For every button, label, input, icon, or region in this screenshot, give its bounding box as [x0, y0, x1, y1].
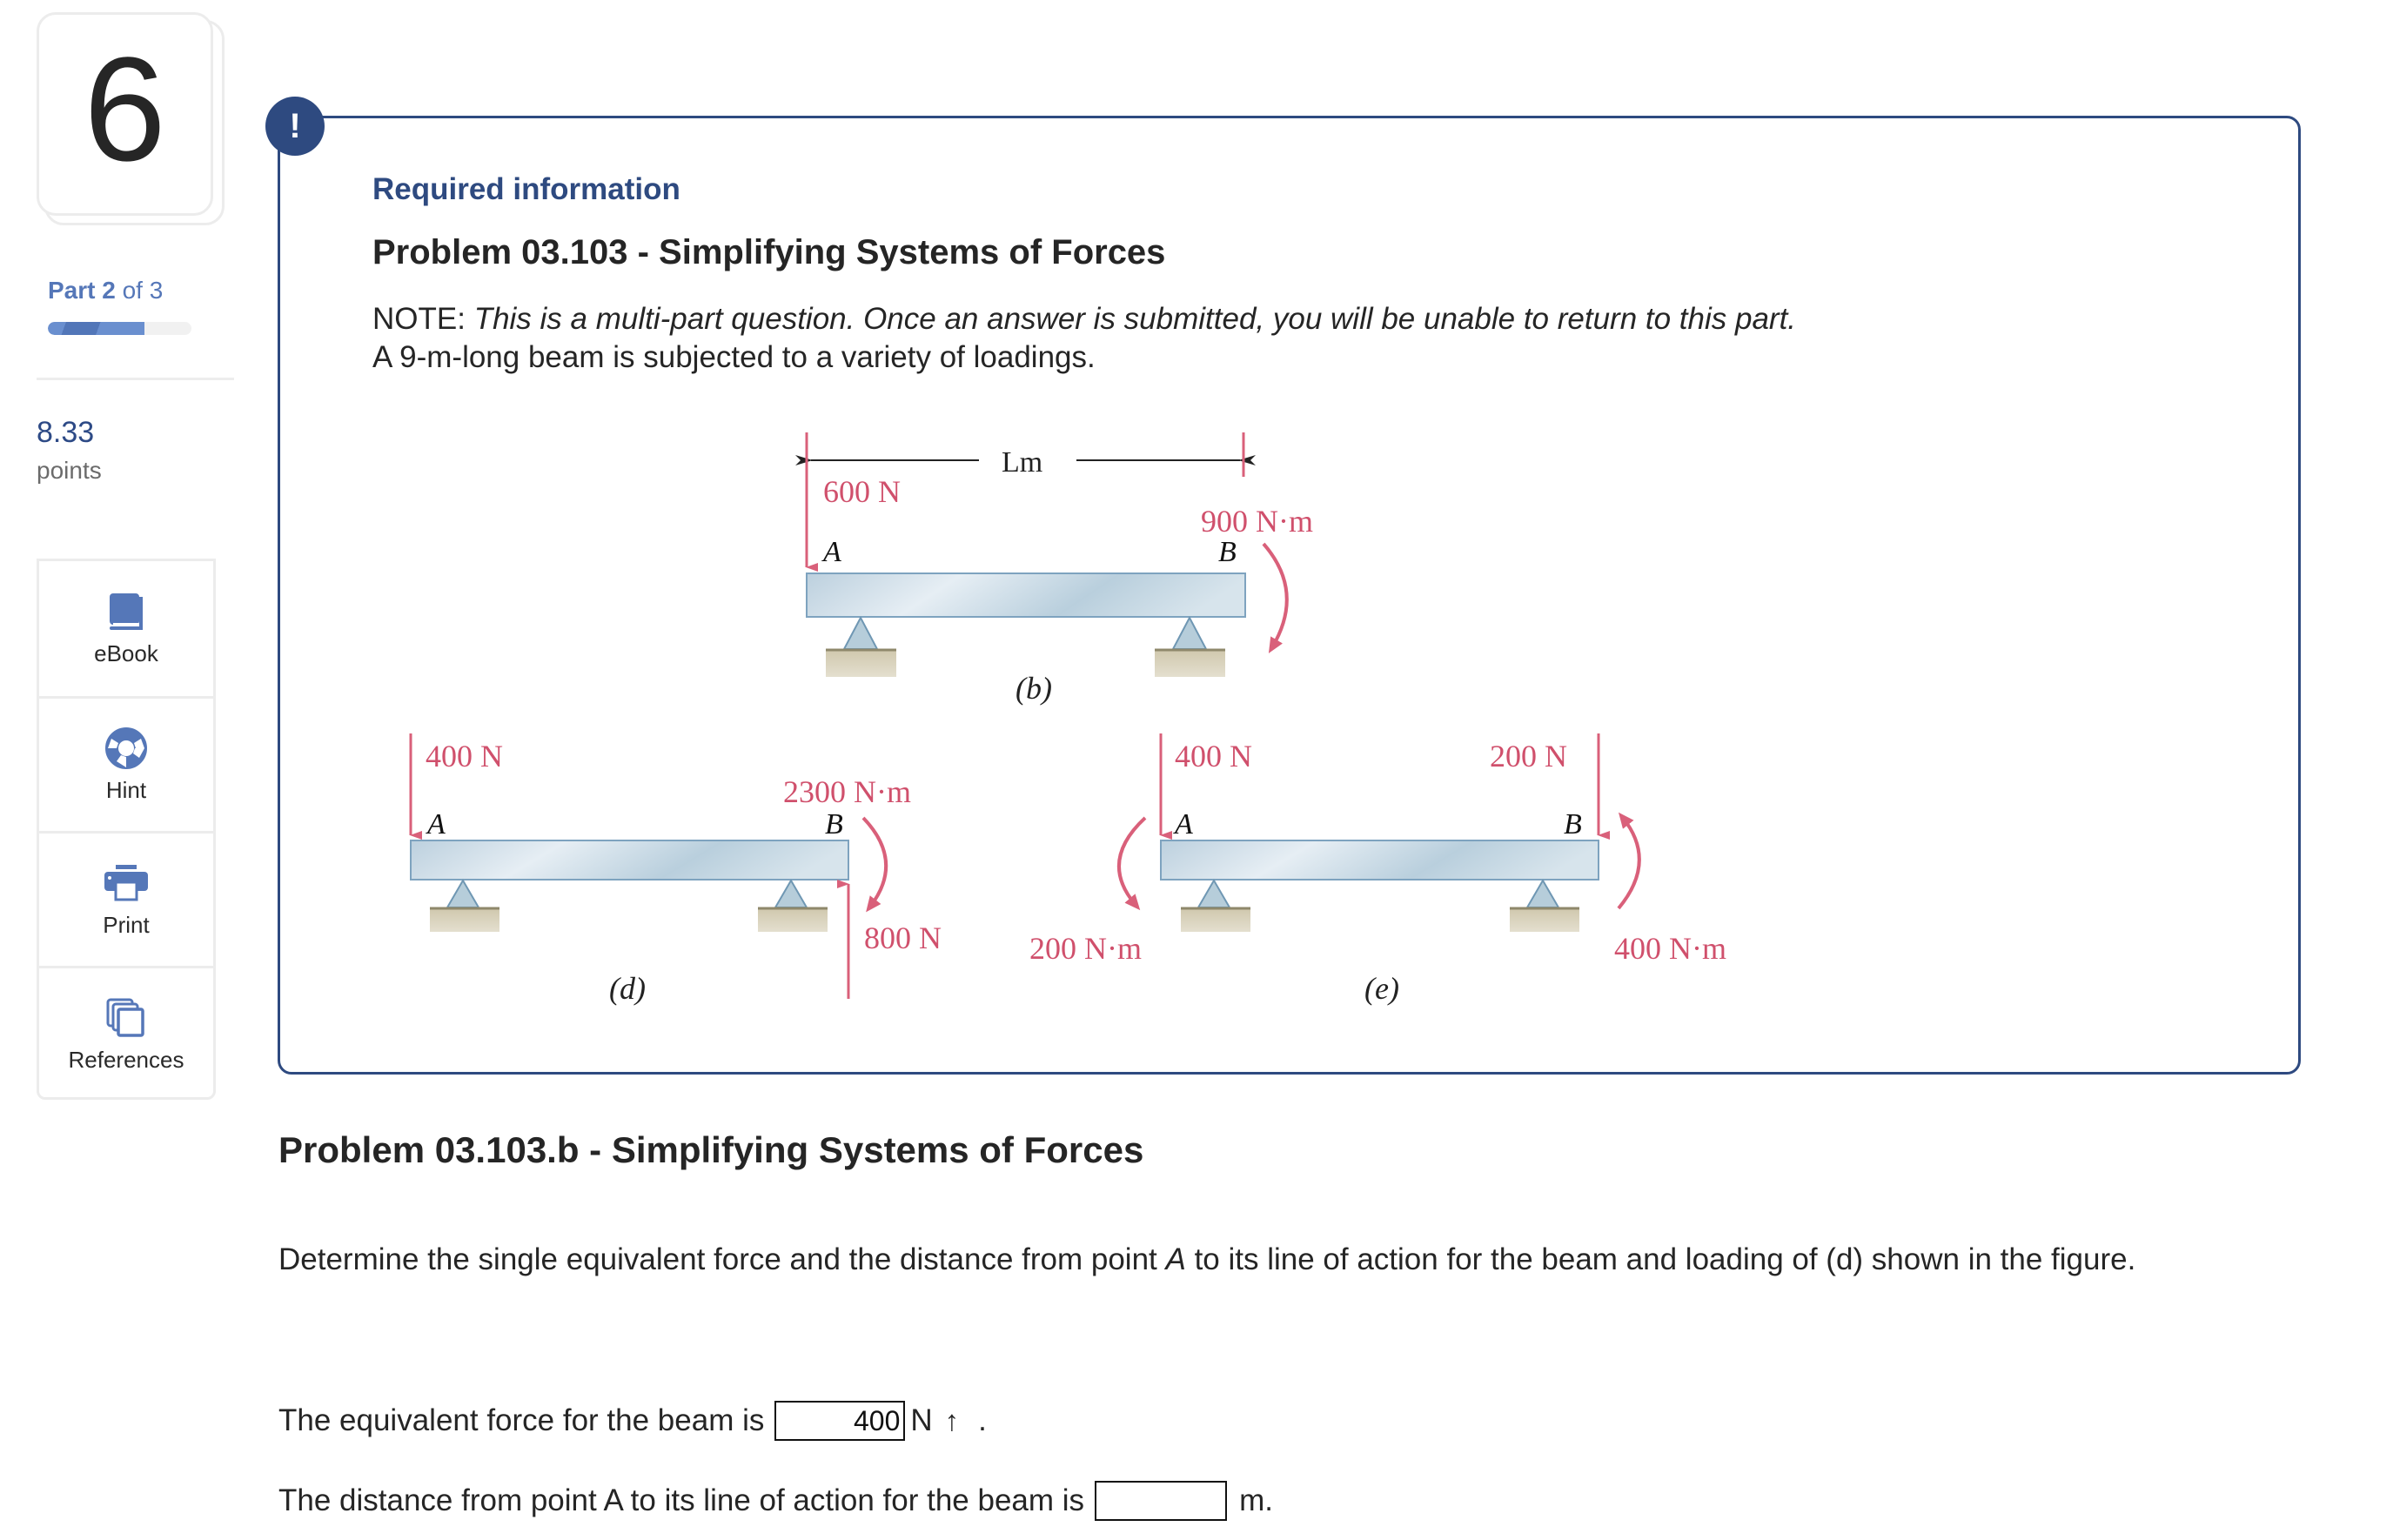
diagram-b: [807, 432, 1313, 706]
ebook-button[interactable]: [39, 561, 213, 696]
force-label-400: 400 N: [426, 739, 503, 773]
beam-loading-figure: [383, 418, 1810, 1044]
force-label-800: 800 N: [864, 921, 942, 955]
alert-icon: !: [265, 97, 325, 156]
sidebar-divider: [37, 378, 234, 380]
part-progress-fill: [48, 322, 144, 335]
problem-title: Problem 03.103 - Simplifying Systems of Forces: [372, 233, 1166, 271]
ebook-label: eBook: [94, 640, 158, 666]
part-current: 2: [102, 277, 116, 304]
references-label: References: [68, 1046, 184, 1073]
caption-b: (b): [1016, 671, 1052, 706]
moment-label-200-e: 200 N·m: [1029, 931, 1142, 966]
desc-after: to its line of action for the beam and loading of (d) shown in the figure.: [1185, 1242, 2136, 1276]
distance-input[interactable]: [1095, 1481, 1227, 1521]
required-info-heading: Required information: [372, 172, 680, 206]
answer-row-distance: [278, 1481, 1273, 1521]
question-card: [37, 12, 213, 216]
dimension-label: Lm: [1002, 446, 1043, 479]
note-label: NOTE:: [372, 302, 466, 336]
point-b-label: B: [1218, 536, 1237, 568]
part-progress-bar: [48, 322, 191, 335]
book-icon: [104, 590, 148, 633]
answer1-trailing: .: [978, 1403, 987, 1437]
point-b-label: B: [825, 808, 843, 840]
caption-d: (d): [609, 971, 646, 1006]
question-number: 6: [84, 27, 166, 192]
copies-icon: [104, 996, 148, 1040]
point-b-label: B: [1564, 808, 1582, 840]
point-a-label: A: [1175, 808, 1193, 840]
note: [372, 302, 1796, 337]
point-a-label: A: [427, 808, 446, 840]
part-indicator: [48, 277, 163, 305]
tool-panel: [37, 559, 216, 1100]
part-b-description: [278, 1240, 2306, 1279]
points-value: 8.33: [37, 416, 95, 449]
hint-label: Hint: [105, 776, 147, 803]
points-label: points: [37, 457, 102, 484]
point-a-label: A: [823, 536, 841, 568]
equivalent-force-input[interactable]: [774, 1401, 905, 1441]
problem-intro: A 9-m-long beam is subjected to a variety of loadings.: [372, 340, 1096, 374]
diagram-e: [1029, 733, 1726, 1006]
print-button[interactable]: [39, 831, 213, 966]
note-text: This is a multi-part question. Once an answer is submitted, you will be unable to return to this part.: [473, 302, 1797, 336]
answer2-unit: m.: [1239, 1483, 1273, 1517]
desc-point: A: [1165, 1242, 1186, 1276]
force-label-400-e: 400 N: [1175, 739, 1252, 773]
part-b-title: Problem 03.103.b - Simplifying Systems of Forces: [278, 1129, 1144, 1170]
print-label: Print: [103, 911, 150, 938]
answer1-label: The equivalent force for the beam is: [278, 1403, 765, 1437]
printer-icon: [104, 861, 148, 905]
beam-diagrams: [383, 418, 1810, 1044]
diagram-d: [411, 733, 942, 1006]
answer1-unit: N: [910, 1403, 933, 1437]
force-label-600: 600 N: [823, 474, 901, 509]
moment-label-400-e: 400 N·m: [1614, 931, 1726, 966]
up-arrow-icon: ↑: [944, 1404, 960, 1436]
lifebuoy-icon: [104, 726, 148, 770]
moment-label-900: 900 N·m: [1201, 504, 1313, 539]
references-button[interactable]: [39, 966, 213, 1101]
caption-e: (e): [1364, 971, 1399, 1006]
moment-label-2300: 2300 N·m: [783, 774, 911, 809]
desc-before: Determine the single equivalent force and the distance from point: [278, 1242, 1166, 1276]
part-of-total: of 3: [122, 277, 164, 304]
hint-button[interactable]: [39, 696, 213, 831]
answer2-label: The distance from point A to its line of action for the beam is: [278, 1483, 1085, 1517]
force-label-200-e: 200 N: [1490, 739, 1567, 773]
part-prefix: Part: [48, 277, 96, 304]
question-number-card: [37, 12, 226, 228]
answer-row-force: [278, 1401, 987, 1441]
